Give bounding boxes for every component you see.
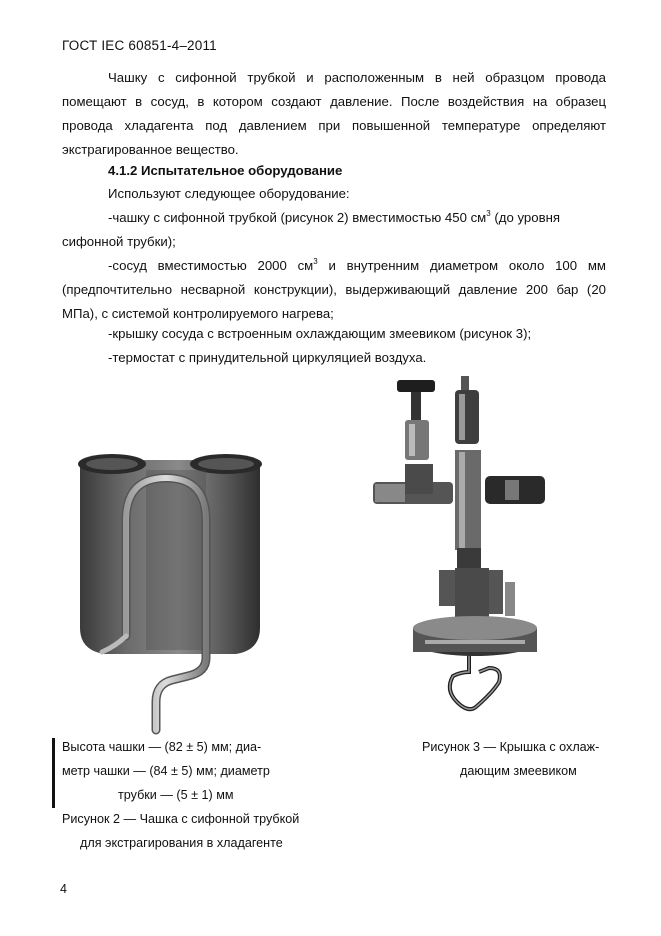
equipment-item-lid: -крышку сосуда с встроенным охлаждающим змеевиком (рисунок 3); [108, 326, 532, 341]
equipment-item-vessel [62, 254, 606, 326]
equipment-item-thermostat: -термостат с принудительной циркуляцией воздуха. [108, 350, 427, 365]
intro-paragraph [62, 66, 606, 162]
figure-2-dims-line-3: трубки — (5 ± 1) мм [118, 788, 234, 802]
item-vessel-line-1 [62, 254, 606, 278]
item-cup-text-a: -чашку с сифонной трубкой (рисунок 2) вместимостью 450 см [108, 210, 487, 225]
item-vessel-superscript: 3 [313, 257, 318, 266]
equipment-item-cup [108, 210, 560, 225]
figure-2-dims-line-1: Высота чашки — (82 ± 5) мм; диа- [62, 740, 262, 754]
intro-line-3: провода хладагента под давлением при повышенной температуре определяют [62, 118, 606, 133]
intro-line-2: помещают в сосуд, в котором создают давление. После воздействия на образец [62, 94, 606, 109]
equipment-lead: Используют следующее оборудование: [108, 186, 350, 201]
item-cup-text-b: (до уровня [490, 210, 561, 225]
figure-3-caption-line-2: дающим змеевиком [460, 764, 577, 778]
figure-3-lid-image [365, 372, 565, 732]
item-vessel-text-b: и внутренним диаметром около 100 мм [317, 258, 606, 273]
equipment-item-cup-cont: сифонной трубки); [62, 234, 176, 249]
figure-2-dims-line-2: метр чашки — (84 ± 5) мм; диаметр [62, 764, 270, 778]
page-number: 4 [60, 882, 67, 896]
figure-2-cup-image [76, 440, 266, 740]
figure-2-caption-line-1: Рисунок 2 — Чашка с сифонной трубкой [62, 812, 300, 826]
item-vessel-line-3: МПа), с системой контролируемого нагрева; [62, 306, 334, 321]
figure-3-caption-line-1: Рисунок 3 — Крышка с охлаж- [422, 740, 600, 754]
intro-line-4: экстрагированное вещество. [62, 142, 239, 157]
section-title: 4.1.2 Испытательное оборудование [108, 163, 343, 178]
change-bar [52, 738, 55, 808]
item-vessel-text-a: -сосуд вместимостью 2000 см [108, 258, 314, 273]
intro-line-1: Чашку с сифонной трубкой и расположенным в ней образцом провода [108, 70, 606, 85]
item-cup-superscript: 3 [486, 209, 491, 218]
document-header: ГОСТ IEC 60851-4–2011 [62, 38, 217, 53]
item-vessel-line-2: (предпочтительно несварной конструкции), выдерживающий давление 200 бар (20 [62, 282, 606, 297]
figure-2-caption-line-2: для экстрагирования в хладагенте [80, 836, 283, 850]
